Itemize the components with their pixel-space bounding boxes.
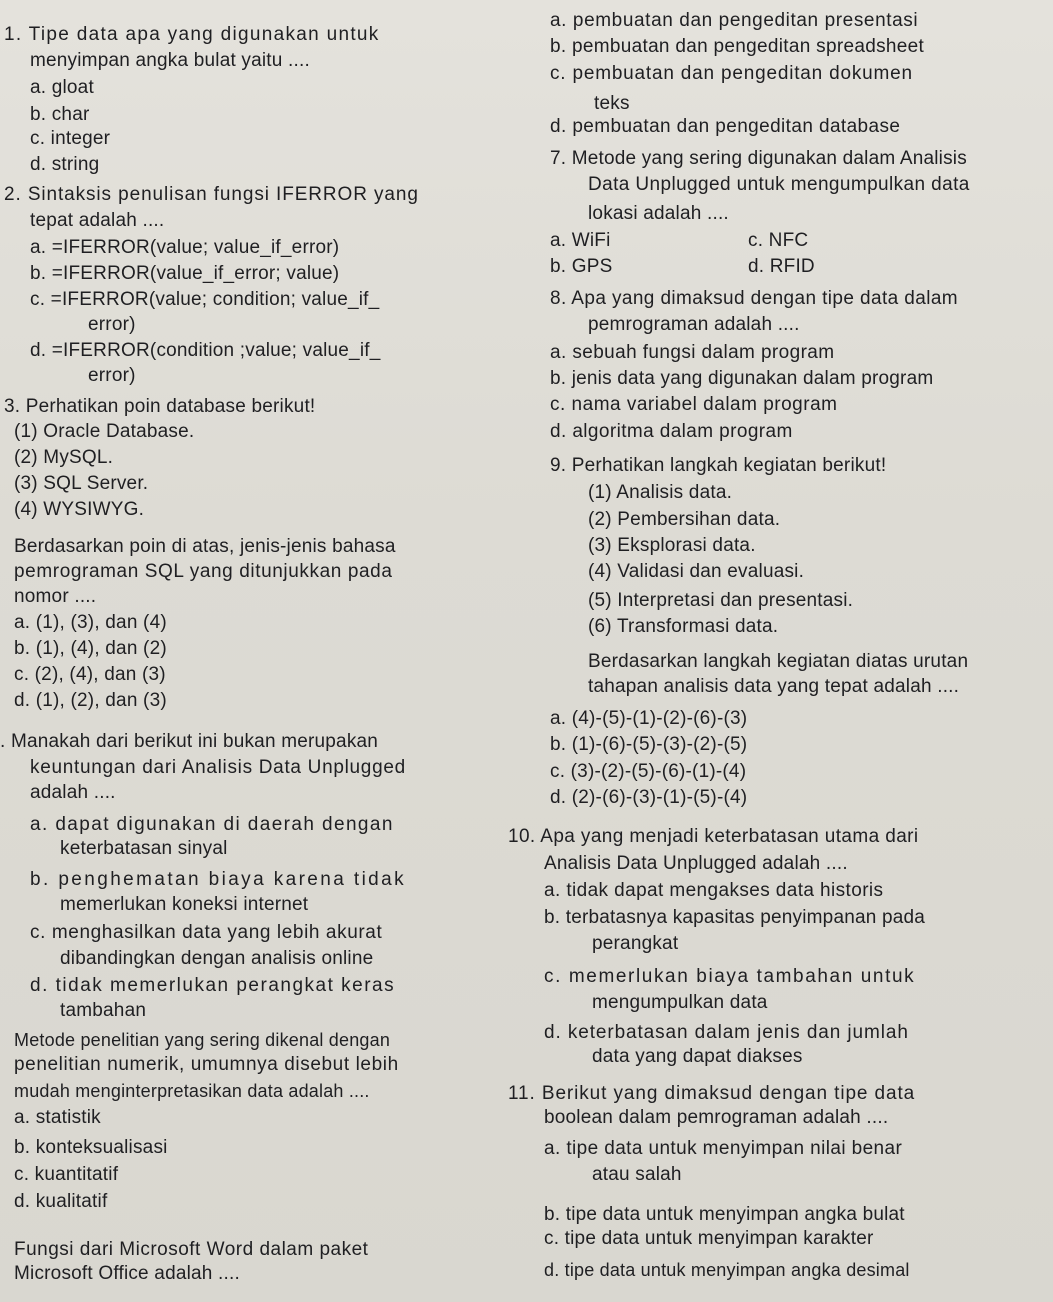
option-10b: b. terbatasnya kapasitas penyimpanan pada bbox=[544, 907, 926, 928]
question-1-stem: 1. Tipe data apa yang digunakan untuk bbox=[4, 24, 380, 45]
question-6-stem: Fungsi dari Microsoft Word dalam paket bbox=[14, 1239, 369, 1260]
option-4d: d. tidak memerlukan perangkat keras bbox=[30, 975, 396, 996]
option-3a: a. (1), (3), dan (4) bbox=[14, 612, 167, 633]
option-7d: d. RFID bbox=[748, 256, 815, 277]
question-11-stem-cont: boolean dalam pemrograman adalah .... bbox=[544, 1107, 889, 1128]
option-5a: a. statistik bbox=[14, 1107, 101, 1128]
question-4-stem-cont: keuntungan dari Analisis Data Unplugged bbox=[30, 757, 406, 778]
question-4-stem-end: adalah .... bbox=[30, 782, 116, 803]
option-7b: b. GPS bbox=[550, 256, 613, 277]
question-3-item-2: (2) MySQL. bbox=[14, 447, 114, 468]
question-8-stem-cont: pemrograman adalah .... bbox=[588, 314, 800, 335]
option-3d: d. (1), (2), dan (3) bbox=[14, 690, 167, 711]
question-9-prompt-cont: tahapan analisis data yang tepat adalah .... bbox=[588, 676, 960, 697]
option-3c: c. (2), (4), dan (3) bbox=[14, 664, 166, 685]
option-4c: c. menghasilkan data yang lebih akurat bbox=[30, 922, 383, 943]
option-2c-cont: error) bbox=[88, 314, 136, 335]
option-11b: b. tipe data untuk menyimpan angka bulat bbox=[544, 1204, 905, 1225]
option-10a: a. tidak dapat mengakses data historis bbox=[544, 880, 884, 901]
question-7-stem: 7. Metode yang sering digunakan dalam Analisis bbox=[550, 148, 967, 169]
question-4-stem: . Manakah dari berikut ini bukan merupakan bbox=[0, 731, 379, 752]
question-3-prompt-cont: pemrograman SQL yang ditunjukkan pada bbox=[14, 561, 393, 582]
question-2-stem: 2. Sintaksis penulisan fungsi IFERROR yang bbox=[4, 184, 419, 205]
option-5d: d. kualitatif bbox=[14, 1191, 108, 1212]
option-9d: d. (2)-(6)-(3)-(1)-(5)-(4) bbox=[550, 787, 748, 808]
option-2d-cont: error) bbox=[88, 365, 136, 386]
question-9-step-3: (3) Eksplorasi data. bbox=[588, 535, 756, 556]
question-3-item-1: (1) Oracle Database. bbox=[14, 421, 195, 442]
question-5-stem-cont: penelitian numerik, umumnya disebut lebih bbox=[14, 1054, 399, 1075]
option-9b: b. (1)-(6)-(5)-(3)-(2)-(5) bbox=[550, 734, 748, 755]
option-11a-cont: atau salah bbox=[592, 1164, 682, 1185]
option-11a: a. tipe data untuk menyimpan nilai benar bbox=[544, 1138, 903, 1159]
option-2a: a. =IFERROR(value; value_if_error) bbox=[30, 237, 340, 258]
option-1a: a. gloat bbox=[30, 77, 94, 98]
option-11d: d. tipe data untuk menyimpan angka desimal bbox=[544, 1260, 910, 1280]
option-3b: b. (1), (4), dan (2) bbox=[14, 638, 167, 659]
option-7a: a. WiFi bbox=[550, 230, 611, 251]
option-4d-cont: tambahan bbox=[60, 1000, 147, 1021]
option-2c: c. =IFERROR(value; condition; value_if_ bbox=[30, 289, 380, 310]
question-1-stem-cont: menyimpan angka bulat yaitu .... bbox=[30, 50, 310, 71]
option-6c-cont: teks bbox=[594, 93, 630, 114]
question-9-stem: 9. Perhatikan langkah kegiatan berikut! bbox=[550, 455, 887, 476]
option-6a: a. pembuatan dan pengeditan presentasi bbox=[550, 10, 919, 31]
question-3-item-3: (3) SQL Server. bbox=[14, 473, 149, 494]
question-9-step-6: (6) Transformasi data. bbox=[588, 616, 779, 637]
option-8c: c. nama variabel dalam program bbox=[550, 394, 838, 415]
option-1c: c. integer bbox=[30, 128, 111, 149]
option-2b: b. =IFERROR(value_if_error; value) bbox=[30, 263, 340, 284]
option-6d: d. pembuatan dan pengeditan database bbox=[550, 116, 901, 137]
option-4b: b. penghematan biaya karena tidak bbox=[30, 869, 407, 890]
option-4b-cont: memerlukan koneksi internet bbox=[60, 894, 309, 915]
option-5b: b. konteksualisasi bbox=[14, 1137, 168, 1158]
option-1b: b. char bbox=[30, 104, 90, 125]
option-4a-cont: keterbatasan sinyal bbox=[60, 838, 228, 859]
question-8-stem: 8. Apa yang dimaksud dengan tipe data dalam bbox=[550, 288, 959, 309]
option-10b-cont: perangkat bbox=[592, 933, 679, 954]
question-5-stem-end: mudah menginterpretasikan data adalah .... bbox=[14, 1081, 370, 1101]
option-1d: d. string bbox=[30, 154, 100, 175]
question-11-stem: 11. Berikut yang dimaksud dengan tipe data bbox=[508, 1083, 916, 1104]
option-4a: a. dapat digunakan di daerah dengan bbox=[30, 814, 394, 835]
question-3-item-4: (4) WYSIWYG. bbox=[14, 499, 145, 520]
option-2d: d. =IFERROR(condition ;value; value_if_ bbox=[30, 340, 381, 361]
question-3-prompt-end: nomor .... bbox=[14, 586, 97, 607]
option-8b: b. jenis data yang digunakan dalam program bbox=[550, 368, 934, 389]
option-5c: c. kuantitatif bbox=[14, 1164, 119, 1185]
option-8d: d. algoritma dalam program bbox=[550, 421, 793, 442]
question-9-step-1: (1) Analisis data. bbox=[588, 482, 733, 503]
question-9-step-5: (5) Interpretasi dan presentasi. bbox=[588, 590, 854, 611]
option-11c: c. tipe data untuk menyimpan karakter bbox=[544, 1228, 874, 1249]
question-5-stem: Metode penelitian yang sering dikenal dengan bbox=[14, 1030, 391, 1050]
option-7c: c. NFC bbox=[748, 230, 809, 251]
question-10-stem: 10. Apa yang menjadi keterbatasan utama dari bbox=[508, 826, 919, 847]
option-10c-cont: mengumpulkan data bbox=[592, 992, 768, 1013]
option-10d: d. keterbatasan dalam jenis dan jumlah bbox=[544, 1022, 909, 1043]
question-7-stem-end: lokasi adalah .... bbox=[588, 203, 729, 224]
question-9-prompt: Berdasarkan langkah kegiatan diatas urutan bbox=[588, 651, 969, 672]
question-9-step-4: (4) Validasi dan evaluasi. bbox=[588, 561, 805, 582]
question-3-prompt: Berdasarkan poin di atas, jenis-jenis bahasa bbox=[14, 536, 396, 557]
question-3-stem: 3. Perhatikan poin database berikut! bbox=[4, 396, 316, 417]
option-8a: a. sebuah fungsi dalam program bbox=[550, 342, 835, 363]
question-2-stem-cont: tepat adalah .... bbox=[30, 210, 165, 231]
question-7-stem-cont: Data Unplugged untuk mengumpulkan data bbox=[588, 174, 970, 195]
question-9-step-2: (2) Pembersihan data. bbox=[588, 509, 781, 530]
question-6-stem-cont: Microsoft Office adalah .... bbox=[14, 1263, 240, 1284]
option-6b: b. pembuatan dan pengeditan spreadsheet bbox=[550, 36, 925, 57]
option-10c: c. memerlukan biaya tambahan untuk bbox=[544, 966, 916, 987]
option-9c: c. (3)-(2)-(5)-(6)-(1)-(4) bbox=[550, 761, 747, 782]
question-10-stem-cont: Analisis Data Unplugged adalah .... bbox=[544, 853, 848, 874]
option-9a: a. (4)-(5)-(1)-(2)-(6)-(3) bbox=[550, 708, 748, 729]
option-4c-cont: dibandingkan dengan analisis online bbox=[60, 948, 374, 969]
option-6c: c. pembuatan dan pengeditan dokumen bbox=[550, 63, 913, 84]
option-10d-cont: data yang dapat diakses bbox=[592, 1046, 803, 1067]
